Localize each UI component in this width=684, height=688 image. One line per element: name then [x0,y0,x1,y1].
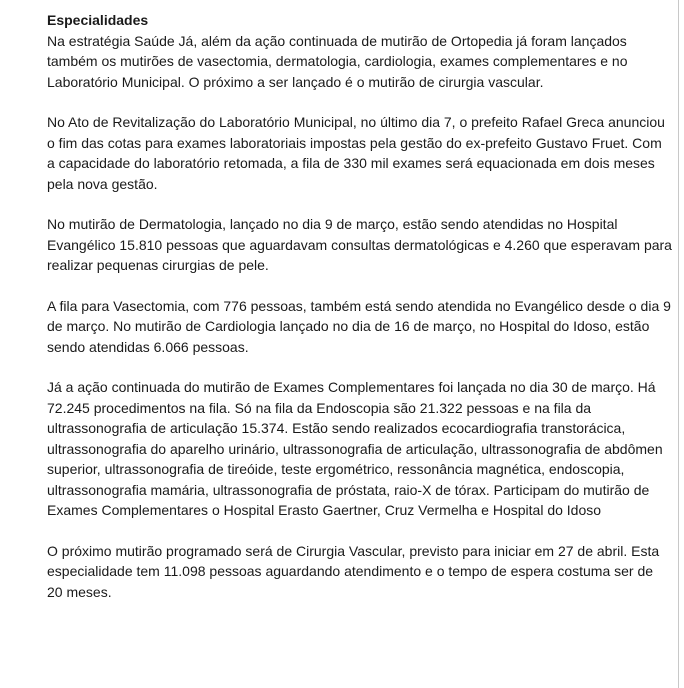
section-heading: Especialidades [47,12,149,28]
paragraph-dermatology: No mutirão de Dermatologia, lançado no dia 9 de março, estão sendo atendidas no Hospital Evangélico 15.810 pessoas que aguardavam consultas dermatológicas e 4.260 que esperavam para realizar pequenas cirurgias de pele. [47,216,672,273]
paragraph-strategy: Na estratégia Saúde Já, além da ação continuada de mutirão de Ortopedia já foram lançados também os mutirões de vasectomia, dermatologia, cardiologia, exames complementares e no Laboratório Municipal. O próximo a ser lançado é o mutirão de cirurgia vascular. [47,32,628,90]
paragraph-vascular-surgery: O próximo mutirão programado será de Cirurgia Vascular, previsto para iniciar em 27 de abril. Esta especialidade tem 11.098 pessoas aguardando atendimento e o tempo de espera costuma ser de 20 meses. [47,542,660,600]
paragraph-vasectomy-cardiology: A fila para Vasectomia, com 776 pessoas, também está sendo atendida no Evangélico desde o dia 9 de março. No mutirão de Cardiologia lançado no dia de 16 de março, no Hospital do Idoso, estão sendo atendidas 6.066 pessoas. [47,297,671,355]
paragraph-laboratory: No Ato de Revitalização do Laboratório Municipal, no último dia 7, o prefeito Rafael Greca anunciou o fim das cotas para exames laboratoriais impostas pela gestão do ex-prefeito Gustavo Fruet. Com a capacidade do laboratório retomada, a fila de 330 mil exames será equacionada em dois meses pela nova gestão. [47,114,665,192]
paragraph-complementary-exams: Já a ação continuada do mutirão de Exames Complementares foi lançada no dia 30 de março. Há 72.245 procedimentos na fila. Só na fila da Endoscopia são 21.322 pessoas e na fila da ultrassonografia de articulação 15.374. Estão sendo realizados ecocardiografia transtorácica, ultrassonografia do aparelho urinário, ultrassonografia de articulação, ultrassonografia de abdômen superior, ultrassonografia de tireóide, teste ergométrico, ressonância magnética, endoscopia, ultrassonografia mamária, ultrassonografia de próstata, raio-X de tórax. Participam do mutirão de Exames Complementares o Hospital Erasto Gaertner, Cruz Vermelha e Hospital do Idoso [47,379,663,518]
article-body [47,10,672,622]
